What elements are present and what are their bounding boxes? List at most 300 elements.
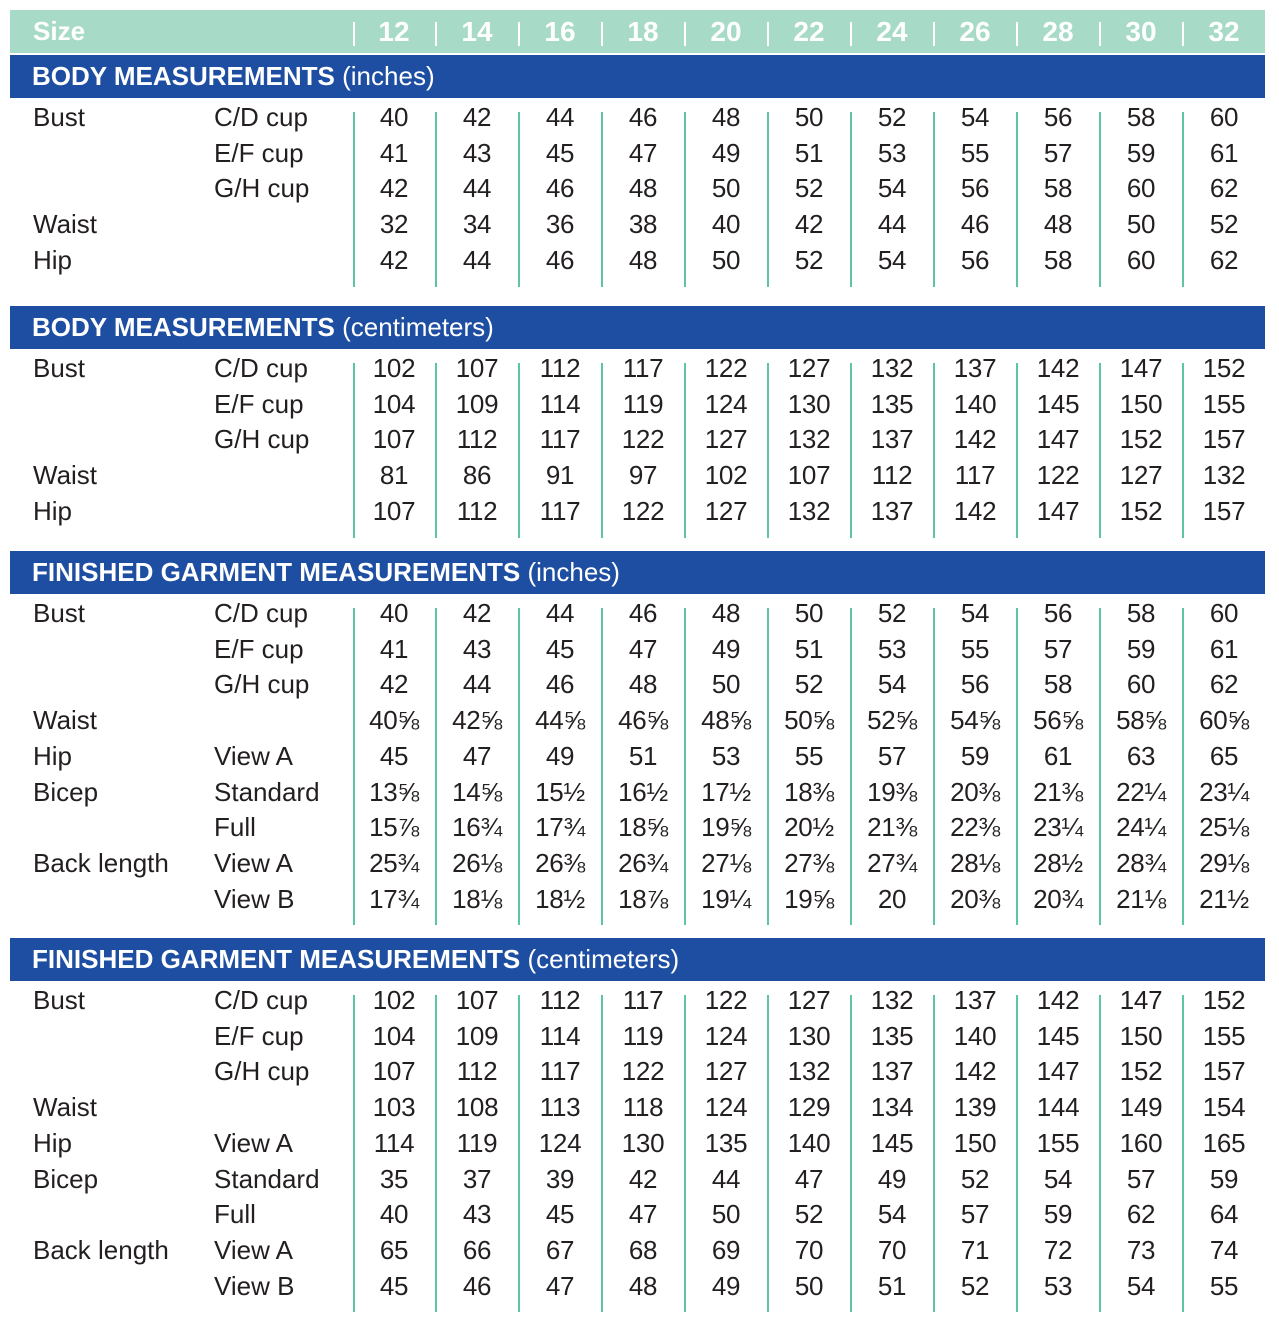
table-cell: 44⅝ <box>535 705 585 736</box>
table-cell: 122 <box>704 353 748 383</box>
table-cell: 48 <box>628 173 658 204</box>
table-cell: 25⅛ <box>1199 812 1249 843</box>
table-cell: 50⅝ <box>784 705 834 736</box>
table-cell: 157 <box>1202 495 1246 526</box>
table-cell: 147 <box>1036 495 1080 526</box>
section-title <box>32 557 620 588</box>
table-cell: 27⅛ <box>701 847 751 878</box>
size-column-header: 30 <box>1125 16 1157 47</box>
table-cell: 149 <box>1119 1092 1163 1123</box>
table-cell: 20¾ <box>1033 883 1083 914</box>
table-cell: 132 <box>1202 460 1246 491</box>
table-cell: 59 <box>1126 137 1156 168</box>
table-cell: 157 <box>1202 424 1246 455</box>
row-label: Hip <box>33 740 73 771</box>
size-header-divider <box>1099 22 1101 46</box>
table-cell: 154 <box>1202 1092 1246 1123</box>
table-cell: 54 <box>877 173 907 204</box>
row-label: Bust <box>33 985 86 1015</box>
table-cell: 52 <box>794 244 824 275</box>
table-cell: 142 <box>953 495 997 526</box>
table-cell: 73 <box>1126 1234 1156 1265</box>
size-column-header: 20 <box>710 16 742 47</box>
row-label: Waist <box>33 1092 98 1123</box>
table-cell: 40 <box>711 209 741 240</box>
row-label: Bust <box>33 102 86 132</box>
row-sublabel: C/D cup <box>214 353 308 383</box>
size-header-divider <box>1182 22 1184 46</box>
table-cell: 122 <box>621 424 665 455</box>
table-cell: 54 <box>960 598 990 628</box>
table-cell: 42⅝ <box>452 705 502 736</box>
table-cell: 152 <box>1119 1056 1163 1087</box>
table-cell: 53 <box>711 740 741 771</box>
table-cell: 147 <box>1119 985 1163 1015</box>
table-cell: 15⅞ <box>369 812 419 843</box>
table-cell: 52 <box>794 669 824 700</box>
table-cell: 132 <box>787 1056 831 1087</box>
table-cell: 55 <box>794 740 824 771</box>
table-cell: 52 <box>1209 209 1239 240</box>
table-cell: 39 <box>545 1163 575 1194</box>
table-cell: 155 <box>1202 1020 1246 1051</box>
table-cell: 50 <box>711 173 741 204</box>
table-cell: 47 <box>545 1270 575 1301</box>
row-sublabel: Full <box>214 812 256 843</box>
section-title-main: BODY MEASUREMENTS <box>32 312 335 342</box>
table-cell: 44 <box>462 244 492 275</box>
section-header <box>10 306 1265 349</box>
table-cell: 64 <box>1209 1199 1239 1230</box>
table-cell: 48 <box>1043 209 1073 240</box>
row-label: Back length <box>33 1234 169 1265</box>
table-cell: 18⅜ <box>784 776 834 807</box>
table-cell: 117 <box>539 424 581 455</box>
row-label: Hip <box>33 495 73 526</box>
table-cell: 58⅝ <box>1116 705 1166 736</box>
table-cell: 51 <box>628 740 658 771</box>
table-cell: 135 <box>704 1127 748 1158</box>
row-sublabel: C/D cup <box>214 102 308 132</box>
table-cell: 52 <box>877 598 907 628</box>
table-cell: 21½ <box>1199 883 1249 914</box>
row-sublabel: View A <box>214 1234 294 1265</box>
row-label: Bicep <box>33 1163 99 1194</box>
section-title-unit: (centimeters) <box>527 944 680 974</box>
table-cell: 45 <box>379 1270 409 1301</box>
table-cell: 137 <box>870 495 914 526</box>
table-cell: 46 <box>628 102 658 132</box>
table-cell: 60 <box>1209 102 1239 132</box>
size-column-header: 12 <box>378 16 410 47</box>
table-cell: 57 <box>877 740 907 771</box>
table-cell: 132 <box>787 495 831 526</box>
table-cell: 137 <box>953 353 997 383</box>
table-cell: 58 <box>1126 102 1156 132</box>
table-cell: 140 <box>953 1020 997 1051</box>
row-label: Hip <box>33 1127 73 1158</box>
table-cell: 67 <box>545 1234 575 1265</box>
table-cell: 122 <box>621 1056 665 1087</box>
table-cell: 107 <box>455 985 499 1015</box>
table-cell: 26¾ <box>618 847 668 878</box>
table-cell: 107 <box>455 353 499 383</box>
table-cell: 62 <box>1209 669 1239 700</box>
table-cell: 150 <box>1119 1020 1163 1051</box>
table-cell: 62 <box>1126 1199 1156 1230</box>
table-cell: 45 <box>545 633 575 664</box>
size-header-divider <box>684 22 686 46</box>
table-cell: 32 <box>379 209 409 240</box>
row-label: Waist <box>33 460 98 491</box>
table-cell: 130 <box>787 1020 831 1051</box>
table-cell: 70 <box>794 1234 824 1265</box>
size-header-bar <box>10 10 1265 53</box>
table-cell: 134 <box>870 1092 914 1123</box>
section-title <box>32 312 494 343</box>
table-cell: 49 <box>711 137 741 168</box>
table-cell: 16½ <box>618 776 668 807</box>
size-header-divider <box>1016 22 1018 46</box>
row-sublabel: G/H cup <box>214 173 310 204</box>
table-cell: 44 <box>462 173 492 204</box>
table-cell: 60 <box>1126 669 1156 700</box>
section-header <box>10 551 1265 594</box>
section-header <box>10 938 1265 981</box>
row-sublabel: G/H cup <box>214 1056 310 1087</box>
table-cell: 56 <box>1043 102 1073 132</box>
row-sublabel: Standard <box>214 776 320 807</box>
row-sublabel: View B <box>214 1270 295 1301</box>
table-cell: 48 <box>628 1270 658 1301</box>
row-sublabel: G/H cup <box>214 424 310 455</box>
size-column-header: 18 <box>627 16 659 47</box>
table-cell: 46 <box>960 209 990 240</box>
row-sublabel: View A <box>214 847 294 878</box>
table-cell: 49 <box>711 1270 741 1301</box>
table-cell: 107 <box>372 1056 416 1087</box>
table-cell: 127 <box>704 424 748 455</box>
table-cell: 72 <box>1043 1234 1073 1265</box>
table-cell: 117 <box>539 1056 581 1087</box>
table-cell: 60⅝ <box>1199 705 1249 736</box>
table-cell: 137 <box>953 985 997 1015</box>
table-cell: 46 <box>462 1270 492 1301</box>
table-cell: 142 <box>1036 985 1080 1015</box>
size-label: Size <box>33 16 86 46</box>
table-cell: 55 <box>960 633 990 664</box>
table-cell: 114 <box>373 1127 415 1158</box>
table-cell: 65 <box>1209 740 1239 771</box>
table-cell: 144 <box>1036 1092 1080 1123</box>
table-cell: 124 <box>538 1127 582 1158</box>
table-cell: 107 <box>372 424 416 455</box>
table-cell: 132 <box>870 985 914 1015</box>
row-label: Bicep <box>33 776 99 807</box>
table-cell: 50 <box>711 1199 741 1230</box>
table-cell: 52 <box>794 1199 824 1230</box>
table-cell: 53 <box>877 137 907 168</box>
table-cell: 150 <box>953 1127 997 1158</box>
table-cell: 109 <box>455 1020 499 1051</box>
row-sublabel: View A <box>214 740 294 771</box>
table-cell: 61 <box>1043 740 1073 771</box>
table-cell: 44 <box>877 209 907 240</box>
table-cell: 52 <box>960 1270 990 1301</box>
size-header-divider <box>933 22 935 46</box>
table-cell: 22¼ <box>1116 776 1166 807</box>
row-sublabel: E/F cup <box>214 1020 304 1051</box>
size-header-divider <box>767 22 769 46</box>
table-cell: 119 <box>622 388 664 419</box>
table-cell: 54 <box>877 244 907 275</box>
row-sublabel: E/F cup <box>214 633 304 664</box>
table-cell: 56 <box>960 173 990 204</box>
table-cell: 139 <box>953 1092 997 1123</box>
table-cell: 42 <box>462 102 492 132</box>
table-cell: 28¾ <box>1116 847 1166 878</box>
table-cell: 45 <box>545 1199 575 1230</box>
section-title-unit: (inches) <box>342 61 435 91</box>
table-cell: 122 <box>621 495 665 526</box>
table-cell: 48 <box>628 244 658 275</box>
table-cell: 114 <box>539 1020 581 1051</box>
table-cell: 60 <box>1126 244 1156 275</box>
table-cell: 49 <box>545 740 575 771</box>
table-cell: 56 <box>960 244 990 275</box>
table-cell: 16¾ <box>452 812 502 843</box>
table-cell: 117 <box>539 495 581 526</box>
table-cell: 47 <box>628 137 658 168</box>
row-sublabel: G/H cup <box>214 669 310 700</box>
table-cell: 132 <box>787 424 831 455</box>
size-column-header: 28 <box>1042 16 1074 47</box>
table-cell: 25¾ <box>369 847 419 878</box>
table-cell: 117 <box>954 460 996 491</box>
table-cell: 57 <box>1126 1163 1156 1194</box>
table-cell: 55 <box>1209 1270 1239 1301</box>
size-header-divider <box>353 22 355 46</box>
table-cell: 19¼ <box>701 883 751 914</box>
table-cell: 42 <box>379 173 409 204</box>
table-cell: 142 <box>953 1056 997 1087</box>
table-cell: 36 <box>545 209 575 240</box>
table-cell: 102 <box>372 353 416 383</box>
table-cell: 122 <box>704 985 748 1015</box>
row-sublabel: View B <box>214 883 295 914</box>
table-cell: 20 <box>877 883 907 914</box>
table-cell: 114 <box>539 388 581 419</box>
table-cell: 46 <box>628 598 658 628</box>
table-cell: 27⅜ <box>784 847 834 878</box>
table-cell: 129 <box>787 1092 831 1123</box>
table-cell: 74 <box>1209 1234 1239 1265</box>
table-cell: 52⅝ <box>867 705 917 736</box>
row-sublabel: Standard <box>214 1163 320 1194</box>
table-cell: 18⅝ <box>618 812 668 843</box>
table-cell: 54 <box>877 1199 907 1230</box>
table-cell: 62 <box>1209 173 1239 204</box>
table-cell: 113 <box>539 1092 581 1123</box>
table-cell: 61 <box>1209 137 1239 168</box>
table-cell: 62 <box>1209 244 1239 275</box>
table-cell: 117 <box>622 353 664 383</box>
table-cell: 58 <box>1043 244 1073 275</box>
size-column-header: 14 <box>461 16 493 47</box>
table-cell: 54 <box>877 669 907 700</box>
table-cell: 42 <box>379 244 409 275</box>
table-cell: 15½ <box>535 776 585 807</box>
table-cell: 132 <box>870 353 914 383</box>
table-cell: 58 <box>1126 598 1156 628</box>
row-sublabel: C/D cup <box>214 598 308 628</box>
table-cell: 28⅛ <box>950 847 1000 878</box>
table-cell: 102 <box>704 460 748 491</box>
row-label: Waist <box>33 705 98 736</box>
table-cell: 43 <box>462 137 492 168</box>
table-cell: 48 <box>711 102 741 132</box>
table-cell: 147 <box>1036 1056 1080 1087</box>
table-cell: 52 <box>877 102 907 132</box>
table-cell: 20⅜ <box>950 776 1000 807</box>
table-cell: 13⅝ <box>369 776 419 807</box>
size-column-header: 26 <box>959 16 991 47</box>
table-cell: 112 <box>539 353 581 383</box>
table-cell: 19⅝ <box>784 883 834 914</box>
table-cell: 37 <box>462 1163 492 1194</box>
row-sublabel: C/D cup <box>214 985 308 1015</box>
table-cell: 145 <box>870 1127 914 1158</box>
table-cell: 145 <box>1036 1020 1080 1051</box>
table-cell: 18⅛ <box>452 883 502 914</box>
table-cell: 50 <box>1126 209 1156 240</box>
section-title <box>32 61 435 92</box>
row-label: Back length <box>33 847 169 878</box>
section-title-unit: (inches) <box>527 557 620 587</box>
table-cell: 21⅜ <box>867 812 917 843</box>
table-cell: 135 <box>870 388 914 419</box>
table-cell: 24¼ <box>1116 812 1166 843</box>
table-cell: 51 <box>794 633 824 664</box>
table-cell: 81 <box>379 460 409 491</box>
table-cell: 122 <box>1036 460 1080 491</box>
table-cell: 130 <box>621 1127 665 1158</box>
size-header-divider <box>435 22 437 46</box>
table-cell: 46 <box>545 244 575 275</box>
table-cell: 50 <box>794 1270 824 1301</box>
table-cell: 47 <box>794 1163 824 1194</box>
table-cell: 152 <box>1119 424 1163 455</box>
section-title-main: FINISHED GARMENT MEASUREMENTS <box>32 944 521 974</box>
table-cell: 50 <box>794 102 824 132</box>
row-sublabel: E/F cup <box>214 137 304 168</box>
table-cell: 21⅛ <box>1116 883 1166 914</box>
table-cell: 127 <box>787 985 831 1015</box>
table-cell: 40 <box>379 598 409 628</box>
table-cell: 112 <box>456 495 498 526</box>
table-cell: 152 <box>1202 985 1246 1015</box>
table-cell: 38 <box>628 209 658 240</box>
table-cell: 48⅝ <box>701 705 751 736</box>
table-cell: 59 <box>1209 1163 1239 1194</box>
table-cell: 147 <box>1036 424 1080 455</box>
table-cell: 44 <box>545 102 575 132</box>
table-cell: 54 <box>1126 1270 1156 1301</box>
table-cell: 50 <box>711 244 741 275</box>
size-column-header: 16 <box>544 16 576 47</box>
table-cell: 127 <box>704 495 748 526</box>
table-cell: 70 <box>877 1234 907 1265</box>
table-cell: 112 <box>539 985 581 1015</box>
row-label: Bust <box>33 353 86 383</box>
table-cell: 47 <box>628 1199 658 1230</box>
table-cell: 14⅝ <box>452 776 502 807</box>
table-cell: 23¼ <box>1033 812 1083 843</box>
section-title-main: BODY MEASUREMENTS <box>32 61 335 91</box>
table-cell: 21⅜ <box>1033 776 1083 807</box>
table-cell: 50 <box>711 669 741 700</box>
table-cell: 49 <box>711 633 741 664</box>
table-cell: 57 <box>960 1199 990 1230</box>
section-title <box>32 944 679 975</box>
table-cell: 48 <box>711 598 741 628</box>
table-cell: 18½ <box>535 883 585 914</box>
table-cell: 19⅜ <box>867 776 917 807</box>
table-cell: 140 <box>787 1127 831 1158</box>
table-cell: 47 <box>462 740 492 771</box>
table-cell: 57 <box>1043 137 1073 168</box>
table-cell: 52 <box>794 173 824 204</box>
table-cell: 155 <box>1036 1127 1080 1158</box>
table-cell: 54⅝ <box>950 705 1000 736</box>
table-cell: 155 <box>1202 388 1246 419</box>
table-cell: 34 <box>462 209 492 240</box>
size-header-divider <box>601 22 603 46</box>
table-cell: 112 <box>456 424 498 455</box>
table-cell: 107 <box>787 460 831 491</box>
table-cell: 124 <box>704 1020 748 1051</box>
table-cell: 58 <box>1043 669 1073 700</box>
table-cell: 160 <box>1119 1127 1163 1158</box>
table-cell: 42 <box>462 598 492 628</box>
table-cell: 44 <box>545 598 575 628</box>
table-cell: 53 <box>877 633 907 664</box>
row-label: Bust <box>33 598 86 628</box>
table-cell: 45 <box>545 137 575 168</box>
table-cell: 29⅛ <box>1199 847 1249 878</box>
table-cell: 47 <box>628 633 658 664</box>
table-cell: 71 <box>960 1234 990 1265</box>
table-cell: 119 <box>456 1127 498 1158</box>
row-label: Hip <box>33 244 73 275</box>
table-cell: 65 <box>379 1234 409 1265</box>
table-cell: 56⅝ <box>1033 705 1083 736</box>
table-cell: 41 <box>379 137 409 168</box>
table-cell: 142 <box>1036 353 1080 383</box>
table-cell: 104 <box>372 388 416 419</box>
table-cell: 145 <box>1036 388 1080 419</box>
table-cell: 68 <box>628 1234 658 1265</box>
table-cell: 124 <box>704 1092 748 1123</box>
size-column-header: 22 <box>793 16 825 47</box>
table-cell: 104 <box>372 1020 416 1051</box>
table-cell: 54 <box>960 102 990 132</box>
table-cell: 42 <box>628 1163 658 1194</box>
table-cell: 53 <box>1043 1270 1073 1301</box>
table-cell: 35 <box>379 1163 409 1194</box>
table-cell: 66 <box>462 1234 492 1265</box>
table-cell: 102 <box>372 985 416 1015</box>
